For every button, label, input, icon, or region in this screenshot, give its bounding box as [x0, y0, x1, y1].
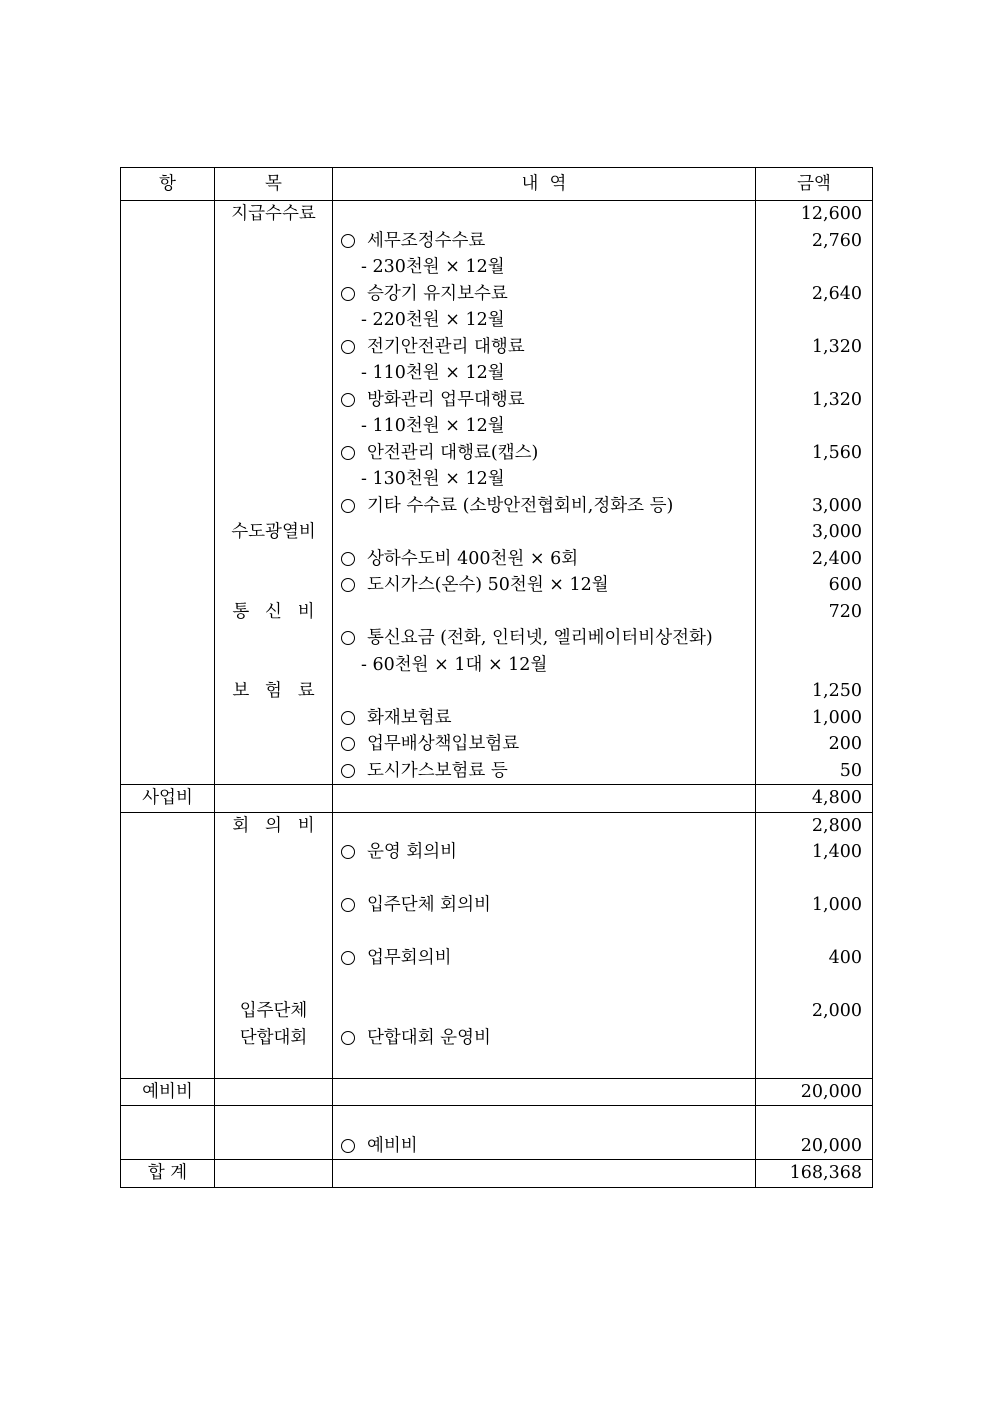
hang-cell: [121, 493, 215, 520]
circle-bullet-icon: [341, 578, 355, 592]
desc-text: 운영 회의비: [367, 842, 458, 862]
mok-cell: [215, 1078, 333, 1106]
table-row: [121, 440, 873, 467]
table-row: [121, 228, 873, 255]
table-row: [121, 572, 873, 599]
amount-cell: 720: [756, 599, 873, 626]
circle-bullet-icon: [341, 845, 355, 859]
desc-text: 전기안전관리 대행료: [367, 336, 525, 357]
desc-cell: [333, 1025, 756, 1052]
table-row: [121, 546, 873, 573]
table-row: [121, 1078, 873, 1106]
amount-cell: 200: [756, 731, 873, 758]
desc-text: - 110천원 × 12월: [361, 416, 505, 436]
desc-text: - 130천원 × 12월: [361, 469, 505, 489]
desc-text: 세무조정수수료: [367, 230, 486, 251]
amount-cell: [756, 919, 873, 946]
table-row: [121, 201, 873, 228]
mok-cell: [215, 519, 333, 546]
table-row: [121, 387, 873, 414]
amount-cell: 12,600: [756, 201, 873, 228]
mok-cell: [215, 1133, 333, 1160]
amount-cell: 2,000: [756, 998, 873, 1025]
desc-cell: [333, 945, 756, 972]
mok-cell: [215, 334, 333, 361]
desc-cell: [333, 1160, 756, 1188]
desc-cell: [333, 334, 756, 361]
desc-text: 단합대회 운영비: [367, 1027, 491, 1048]
desc-text: 승강기 유지보수료: [367, 283, 508, 304]
mok-label: 수도광열비: [231, 522, 316, 542]
mok-cell: [215, 228, 333, 255]
amount-cell: [756, 625, 873, 652]
desc-text: 업무회의비: [367, 948, 452, 968]
hang-cell: [121, 572, 215, 599]
desc-cell: [333, 1133, 756, 1160]
circle-bullet-icon: [341, 711, 355, 725]
amount-cell: 400: [756, 945, 873, 972]
mok-cell: [215, 652, 333, 679]
hang-cell: [121, 652, 215, 679]
hang-cell: [121, 892, 215, 919]
mok-cell: [215, 625, 333, 652]
hang-cell: [121, 201, 215, 228]
hang-cell: 합 계: [121, 1160, 215, 1188]
amount-cell: 4,800: [756, 785, 873, 813]
amount-cell: [756, 254, 873, 281]
table-row: [121, 866, 873, 893]
desc-text: 업무배상책입보험료: [367, 734, 520, 754]
desc-cell: [333, 652, 756, 679]
table-row: [121, 413, 873, 440]
desc-cell: [333, 440, 756, 467]
desc-cell: [333, 519, 756, 546]
circle-bullet-icon: [341, 499, 355, 513]
mok-cell: [215, 307, 333, 334]
table-row: [121, 307, 873, 334]
mok-cell: [215, 572, 333, 599]
hang-cell: [121, 919, 215, 946]
desc-text: 입주단체 회의비: [367, 895, 491, 915]
table-row: [121, 998, 873, 1025]
hang-cell: [121, 758, 215, 785]
table-row: [121, 972, 873, 999]
amount-cell: [756, 360, 873, 387]
hang-cell: 사업비: [121, 785, 215, 813]
circle-bullet-icon: [341, 951, 355, 965]
desc-cell: [333, 705, 756, 732]
table-row: [121, 254, 873, 281]
desc-text: 안전관리 대행료(캡스): [367, 442, 539, 463]
mok-label: 회의비: [232, 815, 331, 836]
hang-cell: [121, 1025, 215, 1052]
desc-text: 방화관리 업무대행료: [367, 389, 525, 410]
desc-cell: [333, 387, 756, 414]
mok-cell: [215, 972, 333, 999]
table-row: [121, 919, 873, 946]
mok-cell: [215, 839, 333, 866]
hang-cell: [121, 254, 215, 281]
hang-cell: [121, 1106, 215, 1133]
desc-cell: [333, 839, 756, 866]
mok-cell: [215, 599, 333, 626]
circle-bullet-icon: [341, 446, 355, 460]
desc-text: 통신요금 (전화, 인터넷, 엘리베이터비상전화): [367, 628, 713, 648]
mok-cell: [215, 1106, 333, 1133]
table-row: [121, 334, 873, 361]
header-hang: 항: [121, 168, 215, 201]
desc-cell: [333, 785, 756, 813]
amount-cell: 50: [756, 758, 873, 785]
desc-cell: [333, 972, 756, 999]
amount-cell: [756, 307, 873, 334]
hang-cell: [121, 307, 215, 334]
table-row: [121, 466, 873, 493]
header-row: [121, 168, 873, 201]
mok-cell: [215, 998, 333, 1025]
mok-cell: [215, 678, 333, 705]
hang-cell: [121, 228, 215, 255]
table-body: [121, 201, 873, 1188]
hang-cell: [121, 945, 215, 972]
table-row: [121, 1051, 873, 1078]
mok-cell: [215, 731, 333, 758]
desc-cell: [333, 758, 756, 785]
amount-cell: 20,000: [756, 1078, 873, 1106]
hang-cell: [121, 678, 215, 705]
hang-cell: 예비비: [121, 1078, 215, 1106]
desc-cell: [333, 254, 756, 281]
hang-cell: [121, 440, 215, 467]
table-row: [121, 705, 873, 732]
desc-cell: [333, 731, 756, 758]
mok-cell: [215, 1025, 333, 1052]
table-row: [121, 892, 873, 919]
circle-bullet-icon: [341, 287, 355, 301]
mok-cell: [215, 387, 333, 414]
circle-bullet-icon: [341, 1031, 355, 1045]
hang-cell: [121, 1133, 215, 1160]
circle-bullet-icon: [341, 631, 355, 645]
amount-cell: 3,000: [756, 519, 873, 546]
mok-cell: [215, 413, 333, 440]
mok-cell: [215, 466, 333, 493]
desc-cell: [333, 228, 756, 255]
circle-bullet-icon: [341, 393, 355, 407]
desc-text: 기타 수수료 (소방안전협회비,정화조 등): [367, 495, 674, 516]
desc-cell: [333, 413, 756, 440]
amount-cell: [756, 1051, 873, 1078]
amount-cell: 2,640: [756, 281, 873, 308]
table-row: [121, 1160, 873, 1188]
hang-cell: [121, 519, 215, 546]
desc-cell: [333, 678, 756, 705]
desc-cell: [333, 998, 756, 1025]
amount-cell: 1,000: [756, 705, 873, 732]
desc-cell: [333, 866, 756, 893]
circle-bullet-icon: [341, 764, 355, 778]
mok-cell: [215, 705, 333, 732]
mok-label: 지급수수료: [231, 204, 316, 224]
circle-bullet-icon: [341, 1139, 355, 1153]
amount-cell: 2,760: [756, 228, 873, 255]
mok-cell: [215, 945, 333, 972]
amount-cell: 1,320: [756, 334, 873, 361]
hang-cell: [121, 625, 215, 652]
amount-cell: 3,000: [756, 493, 873, 520]
desc-cell: [333, 625, 756, 652]
table-row: [121, 731, 873, 758]
hang-cell: [121, 705, 215, 732]
amount-cell: 1,320: [756, 387, 873, 414]
table-row: [121, 1106, 873, 1133]
mok-label: 입주단체: [239, 1001, 308, 1021]
mok-cell: [215, 892, 333, 919]
desc-cell: [333, 546, 756, 573]
hang-cell: [121, 281, 215, 308]
amount-cell: [756, 1025, 873, 1052]
desc-cell: [333, 466, 756, 493]
amount-cell: 1,000: [756, 892, 873, 919]
hang-cell: [121, 1051, 215, 1078]
mok-cell: [215, 758, 333, 785]
hang-cell: [121, 731, 215, 758]
mok-cell: [215, 201, 333, 228]
header-mok: 목: [215, 168, 333, 201]
desc-cell: [333, 201, 756, 228]
desc-cell: [333, 1106, 756, 1133]
hang-cell: [121, 334, 215, 361]
desc-cell: [333, 493, 756, 520]
mok-label: 통신비: [232, 601, 331, 622]
mok-cell: [215, 919, 333, 946]
mok-cell: [215, 785, 333, 813]
amount-cell: [756, 466, 873, 493]
hang-cell: [121, 866, 215, 893]
table-row: [121, 599, 873, 626]
hang-cell: [121, 413, 215, 440]
table-row: [121, 812, 873, 839]
circle-bullet-icon: [341, 737, 355, 751]
amount-cell: [756, 652, 873, 679]
desc-cell: [333, 360, 756, 387]
desc-cell: [333, 919, 756, 946]
circle-bullet-icon: [341, 234, 355, 248]
mok-cell: [215, 440, 333, 467]
table-row: [121, 678, 873, 705]
desc-cell: [333, 812, 756, 839]
desc-text: 상하수도비 400천원 × 6회: [367, 548, 579, 569]
mok-cell: [215, 1051, 333, 1078]
table-row: [121, 625, 873, 652]
amount-cell: 20,000: [756, 1133, 873, 1160]
amount-cell: 600: [756, 572, 873, 599]
amount-cell: 1,250: [756, 678, 873, 705]
hang-cell: [121, 839, 215, 866]
mok-cell: [215, 493, 333, 520]
desc-cell: [333, 307, 756, 334]
hang-cell: [121, 998, 215, 1025]
amount-cell: 1,400: [756, 839, 873, 866]
amount-cell: [756, 866, 873, 893]
amount-cell: [756, 972, 873, 999]
hang-cell: [121, 546, 215, 573]
circle-bullet-icon: [341, 552, 355, 566]
table-row: [121, 493, 873, 520]
header-naeyeok: 내 역: [333, 168, 756, 201]
budget-table: [120, 167, 873, 1188]
table-row: [121, 945, 873, 972]
table-row: [121, 1025, 873, 1052]
mok-cell: [215, 546, 333, 573]
amount-cell: [756, 1106, 873, 1133]
amount-cell: [756, 413, 873, 440]
desc-text: - 110천원 × 12월: [361, 363, 505, 383]
amount-cell: 2,400: [756, 546, 873, 573]
circle-bullet-icon: [341, 340, 355, 354]
table-row: [121, 652, 873, 679]
header-amount: 금액: [756, 168, 873, 201]
table-row: [121, 519, 873, 546]
desc-text: 예비비: [367, 1135, 418, 1156]
table-row: [121, 360, 873, 387]
mok-cell: [215, 281, 333, 308]
desc-cell: [333, 572, 756, 599]
hang-cell: [121, 466, 215, 493]
circle-bullet-icon: [341, 898, 355, 912]
desc-text: - 230천원 × 12월: [361, 257, 505, 277]
hang-cell: [121, 387, 215, 414]
desc-cell: [333, 1051, 756, 1078]
hang-cell: [121, 812, 215, 839]
desc-text: 화재보험료: [367, 707, 452, 728]
hang-cell: [121, 360, 215, 387]
mok-cell: [215, 360, 333, 387]
table-row: [121, 839, 873, 866]
table-row: [121, 758, 873, 785]
mok-cell: [215, 866, 333, 893]
amount-cell: 1,560: [756, 440, 873, 467]
amount-cell: 168,368: [756, 1160, 873, 1188]
desc-text: - 60천원 × 1대 × 12월: [361, 654, 548, 675]
desc-cell: [333, 281, 756, 308]
table-row: [121, 281, 873, 308]
mok-cell: [215, 1160, 333, 1188]
amount-cell: 2,800: [756, 812, 873, 839]
mok-label: 단합대회: [239, 1027, 308, 1048]
mok-cell: [215, 812, 333, 839]
desc-text: 도시가스(온수) 50천원 × 12월: [367, 575, 609, 595]
desc-cell: [333, 892, 756, 919]
table-row: [121, 1133, 873, 1160]
mok-label: 보험료: [232, 681, 331, 701]
table-row: [121, 785, 873, 813]
desc-cell: [333, 599, 756, 626]
desc-text: - 220천원 × 12월: [361, 310, 505, 330]
hang-cell: [121, 599, 215, 626]
hang-cell: [121, 972, 215, 999]
mok-cell: [215, 254, 333, 281]
desc-cell: [333, 1078, 756, 1106]
desc-text: 도시가스보험료 등: [367, 760, 508, 781]
